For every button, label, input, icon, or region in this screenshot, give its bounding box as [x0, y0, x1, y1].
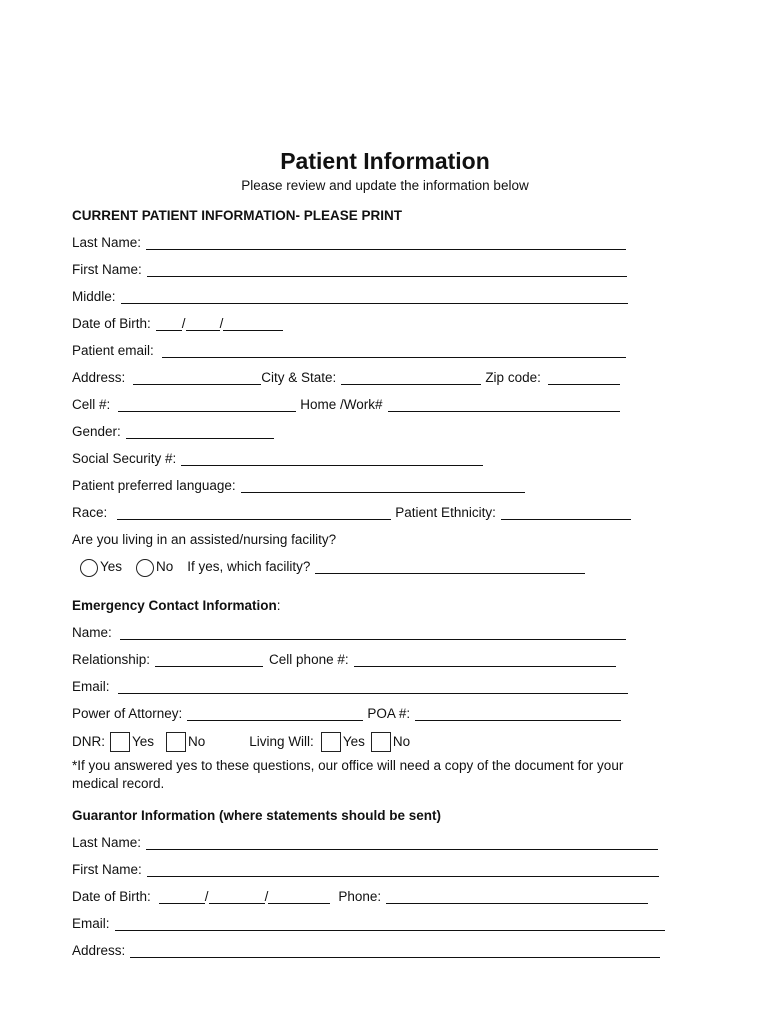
- section-heading-guarantor: Guarantor Information (where statements should be sent): [72, 808, 442, 823]
- gender-field[interactable]: [126, 424, 274, 439]
- facility-no-label: No: [156, 559, 174, 574]
- row-poa: [72, 701, 625, 721]
- section-emergency-contact: [72, 593, 281, 613]
- relationship-field[interactable]: [155, 652, 263, 667]
- row-guarantor-last-name: [72, 830, 662, 850]
- guarantor-dob-month-field[interactable]: [159, 889, 205, 904]
- which-facility-label: If yes, which facility?: [187, 559, 311, 574]
- guarantor-dob-label: Date of Birth:: [72, 889, 151, 904]
- home-work-label: Home /Work#: [300, 397, 383, 412]
- guarantor-dob-day-field[interactable]: [209, 889, 265, 904]
- race-label: Race:: [72, 505, 108, 520]
- row-cell: [72, 392, 624, 412]
- language-label: Patient preferred language:: [72, 478, 236, 493]
- row-relationship: [72, 647, 620, 667]
- which-facility-field[interactable]: [315, 559, 585, 574]
- guarantor-first-name-field[interactable]: [147, 862, 659, 877]
- row-ssn: [72, 446, 487, 466]
- dnr-label: DNR:: [72, 734, 105, 749]
- guarantor-phone-label: Phone:: [338, 889, 382, 904]
- poa-field[interactable]: [187, 706, 363, 721]
- dob-month-field[interactable]: [156, 316, 182, 331]
- row-gender: [72, 419, 278, 439]
- row-race: [72, 500, 635, 520]
- guarantor-email-field[interactable]: [115, 916, 665, 931]
- row-email: [72, 338, 630, 358]
- page-title: Patient Information: [280, 148, 490, 174]
- poa-number-field[interactable]: [415, 706, 621, 721]
- first-name-label: First Name:: [72, 262, 142, 277]
- guarantor-address-field[interactable]: [130, 943, 660, 958]
- row-emergency-name: [72, 620, 630, 640]
- emergency-name-field[interactable]: [120, 625, 626, 640]
- ethnicity-field[interactable]: [501, 505, 631, 520]
- row-middle: [72, 284, 632, 304]
- row-facility-question: [72, 527, 336, 547]
- emergency-email-label: Email:: [72, 679, 110, 694]
- facility-question-label: Are you living in an assisted/nursing facility?: [72, 532, 337, 547]
- gender-label: Gender:: [72, 424, 121, 439]
- email-label: Patient email:: [72, 343, 154, 358]
- emergency-cell-label: Cell phone #:: [269, 652, 349, 667]
- last-name-field[interactable]: [146, 235, 626, 250]
- poa-number-label: POA #:: [367, 706, 411, 721]
- section-current-patient: [72, 203, 402, 223]
- living-will-yes-checkbox[interactable]: [321, 732, 341, 752]
- emergency-cell-field[interactable]: [354, 652, 616, 667]
- row-guarantor-first-name: [72, 857, 663, 877]
- living-will-no-checkbox[interactable]: [371, 732, 391, 752]
- dnr-no-label: No: [188, 734, 206, 749]
- emergency-name-label: Name:: [72, 625, 112, 640]
- row-language: [72, 473, 529, 493]
- row-dob: [72, 311, 287, 331]
- guarantor-last-name-field[interactable]: [146, 835, 658, 850]
- dnr-yes-checkbox[interactable]: [110, 732, 130, 752]
- city-state-label: City & State:: [261, 370, 337, 385]
- row-emergency-email: [72, 674, 632, 694]
- living-will-label: Living Will:: [249, 734, 314, 749]
- row-guarantor-address: [72, 938, 664, 958]
- cell-label: Cell #:: [72, 397, 111, 412]
- relationship-label: Relationship:: [72, 652, 151, 667]
- dnr-no-checkbox[interactable]: [166, 732, 186, 752]
- row-address: [72, 365, 624, 385]
- guarantor-last-name-label: Last Name:: [72, 835, 142, 850]
- page-subtitle: Please review and update the information below: [241, 178, 529, 193]
- guarantor-dob-year-field[interactable]: [268, 889, 330, 904]
- middle-label: Middle:: [72, 289, 116, 304]
- zip-label: Zip code:: [485, 370, 541, 385]
- dob-year-field[interactable]: [223, 316, 283, 331]
- address-label: Address:: [72, 370, 126, 385]
- section-heading-current: CURRENT PATIENT INFORMATION- PLEASE PRINT: [72, 208, 402, 223]
- dob-separator: /: [219, 316, 224, 331]
- dob-separator: /: [204, 889, 209, 904]
- ssn-label: Social Security #:: [72, 451, 177, 466]
- row-guarantor-dob: [72, 884, 652, 904]
- dob-day-field[interactable]: [186, 316, 220, 331]
- poa-label: Power of Attorney:: [72, 706, 183, 721]
- ethnicity-label: Patient Ethnicity:: [395, 505, 496, 520]
- dnr-yes-label: Yes: [132, 734, 155, 749]
- section-heading-emergency: Emergency Contact Information: [72, 598, 277, 613]
- dob-separator: /: [264, 889, 269, 904]
- row-dnr-living-will: [72, 729, 410, 749]
- middle-field[interactable]: [121, 289, 628, 304]
- race-field[interactable]: [117, 505, 391, 520]
- document-note: *If you answered yes to these questions, our office will need a copy of the document for your medical record.: [72, 758, 624, 791]
- zip-field[interactable]: [548, 370, 620, 385]
- guarantor-email-label: Email:: [72, 916, 110, 931]
- heading-colon: :: [276, 598, 281, 613]
- cell-field[interactable]: [118, 397, 296, 412]
- guarantor-address-label: Address:: [72, 943, 126, 958]
- row-last-name: [72, 230, 630, 250]
- email-field[interactable]: [162, 343, 626, 358]
- facility-yes-radio[interactable]: [80, 559, 98, 577]
- dob-label: Date of Birth:: [72, 316, 151, 331]
- ssn-field[interactable]: [181, 451, 483, 466]
- last-name-label: Last Name:: [72, 235, 142, 250]
- home-work-field[interactable]: [388, 397, 620, 412]
- facility-yes-label: Yes: [100, 559, 123, 574]
- first-name-field[interactable]: [147, 262, 627, 277]
- address-field[interactable]: [133, 370, 261, 385]
- facility-no-radio[interactable]: [136, 559, 154, 577]
- emergency-email-field[interactable]: [118, 679, 628, 694]
- guarantor-first-name-label: First Name:: [72, 862, 142, 877]
- living-will-no-label: No: [392, 734, 411, 749]
- row-guarantor-email: [72, 911, 669, 931]
- row-facility-options: [80, 554, 589, 574]
- guarantor-phone-field[interactable]: [386, 889, 648, 904]
- city-state-field[interactable]: [341, 370, 481, 385]
- row-first-name: [72, 257, 631, 277]
- dob-separator: /: [181, 316, 186, 331]
- language-field[interactable]: [241, 478, 525, 493]
- living-will-yes-label: Yes: [342, 734, 365, 749]
- section-guarantor: [72, 803, 441, 823]
